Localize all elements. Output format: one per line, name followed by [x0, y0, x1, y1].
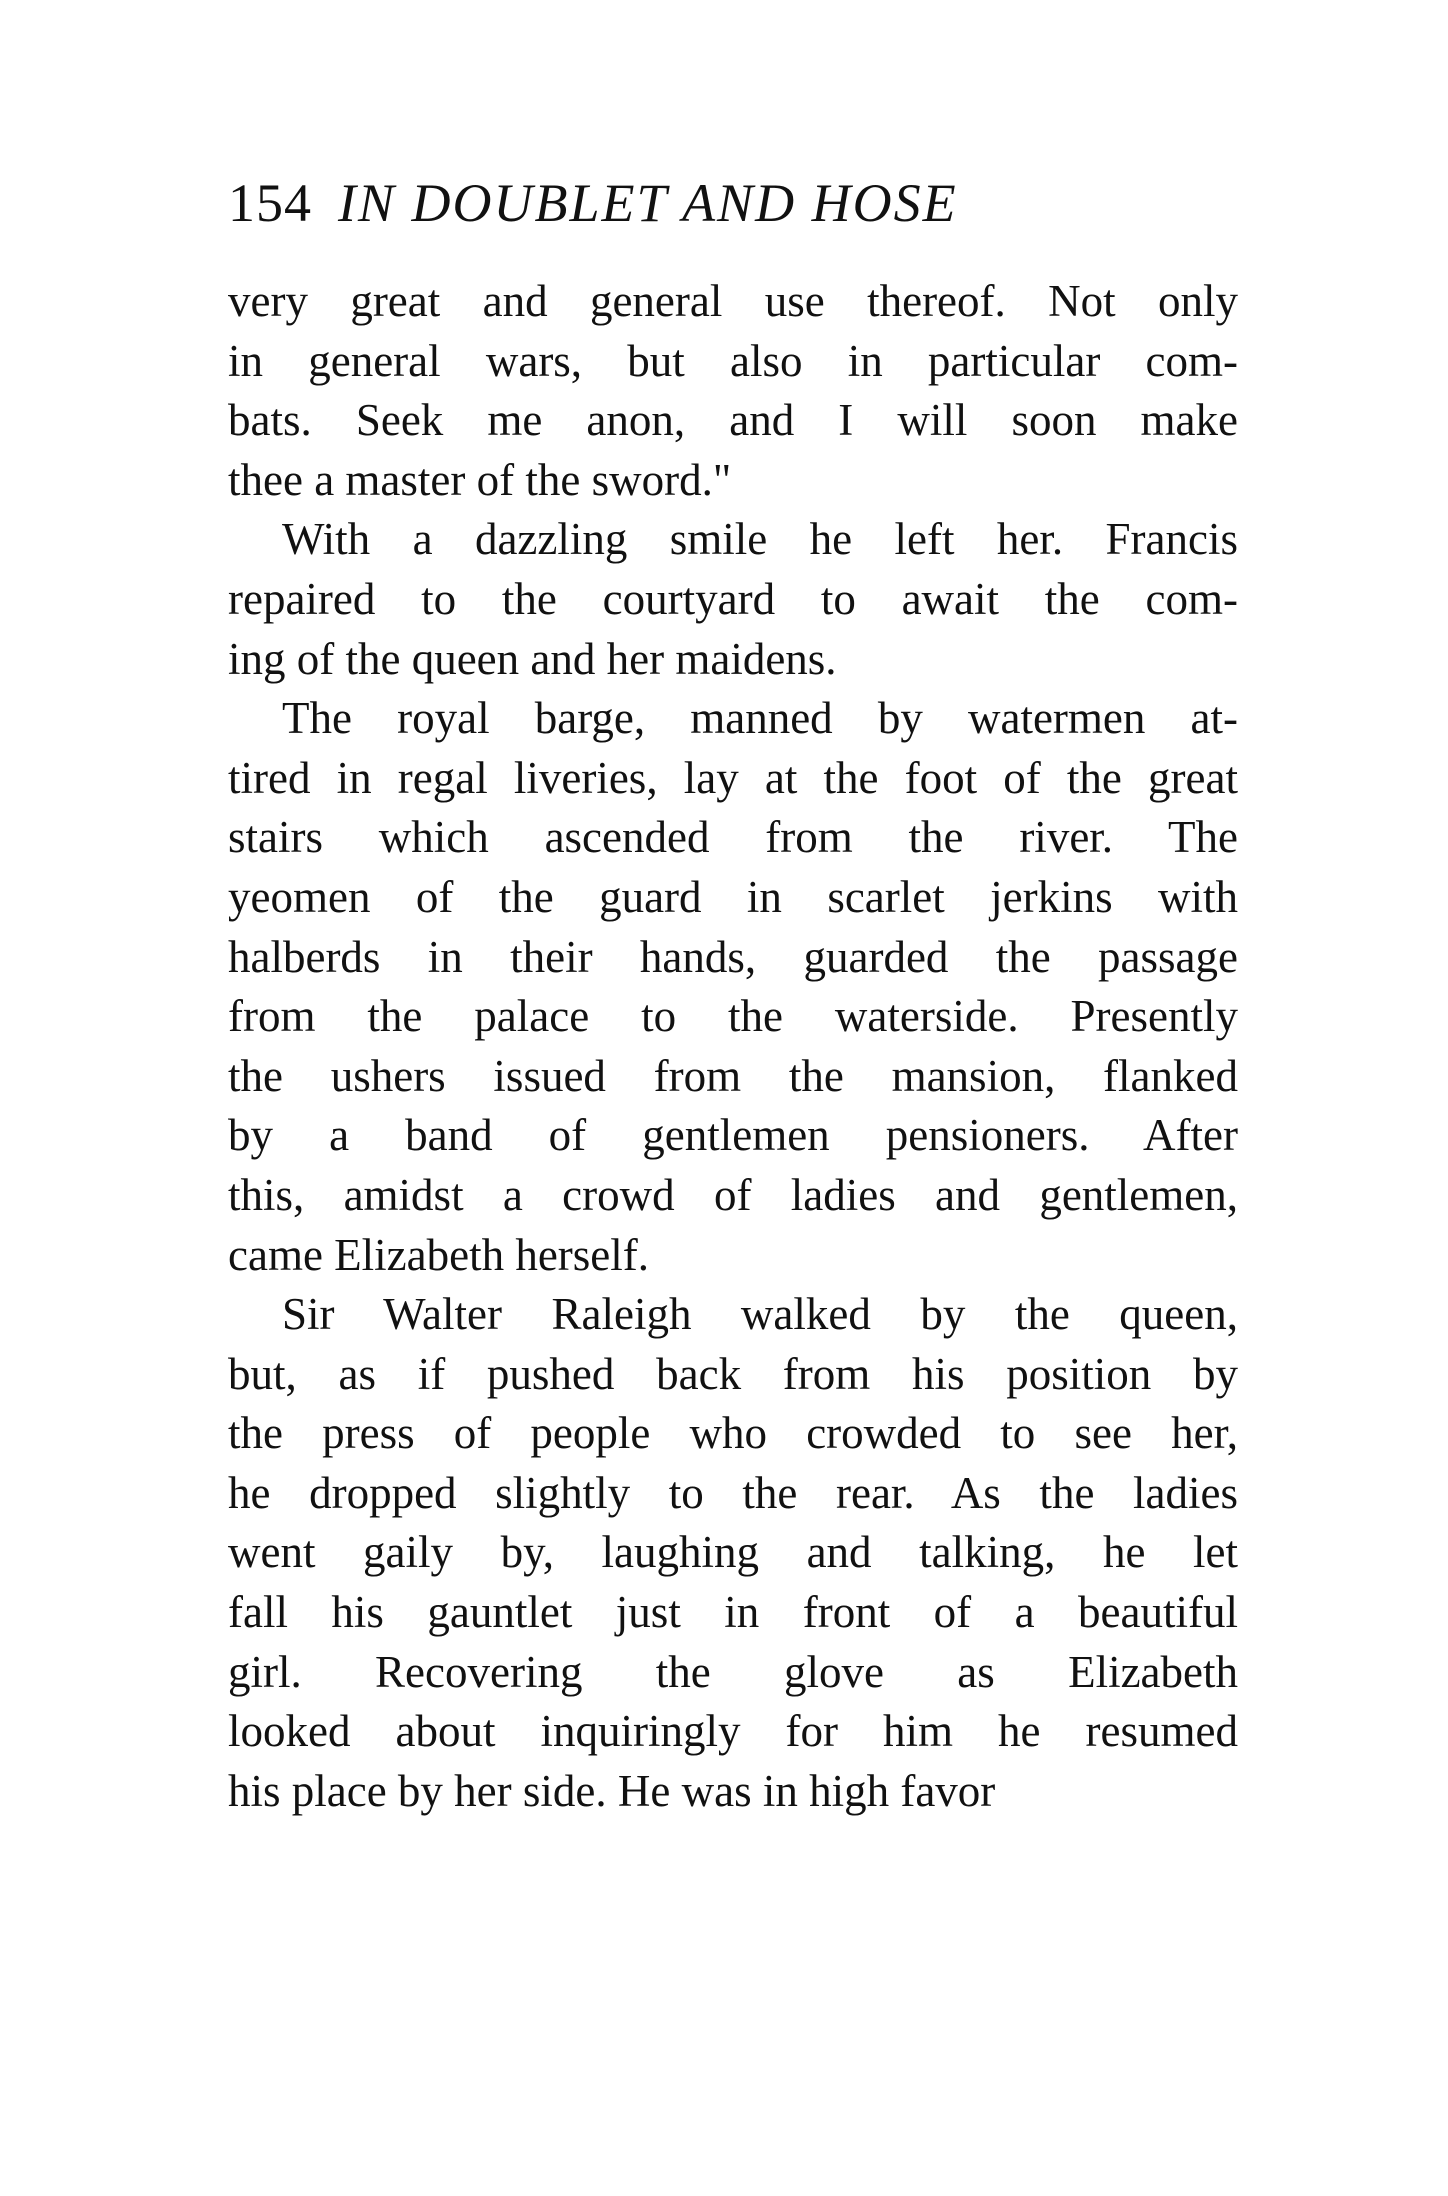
- paragraph: [228, 689, 1238, 1285]
- running-title: IN DOUBLET AND HOSE: [338, 173, 958, 233]
- text-line: his place by her side. He was in high favor: [228, 1765, 996, 1816]
- text-line: repaired to the courtyard to await the com-: [228, 573, 1238, 624]
- text-line: Sir Walter Raleigh walked by the queen,: [282, 1289, 1238, 1340]
- text-line: but, as if pushed back from his position by: [228, 1348, 1238, 1399]
- text-line: With a dazzling smile he left her. Francis: [282, 514, 1238, 565]
- text-line: looked about inquiringly for him he resumed: [228, 1706, 1238, 1757]
- text-line: stairs which ascended from the river. The: [228, 812, 1238, 863]
- text-line: came Elizabeth herself.: [228, 1229, 650, 1280]
- text-line: yeomen of the guard in scarlet jerkins with: [228, 871, 1238, 922]
- paragraph: [228, 510, 1238, 689]
- text-line: the press of people who crowded to see her,: [228, 1408, 1238, 1459]
- paragraph: [228, 1285, 1238, 1821]
- text-line: by a band of gentlemen pensioners. After: [228, 1110, 1238, 1161]
- text-line: he dropped slightly to the rear. As the ladies: [228, 1467, 1238, 1518]
- text-line: The royal barge, manned by watermen at-: [282, 693, 1238, 744]
- body-text: [228, 272, 1238, 1821]
- paragraph: [228, 272, 1238, 510]
- text-line: halberds in their hands, guarded the passage: [228, 931, 1238, 982]
- text-line: very great and general use thereof. Not only: [228, 276, 1238, 326]
- running-head: [228, 168, 1248, 238]
- text-line: girl. Recovering the glove as Elizabeth: [228, 1646, 1238, 1697]
- text-line: this, amidst a crowd of ladies and gentlemen,: [228, 1169, 1238, 1220]
- text-line: bats. Seek me anon, and I will soon make: [228, 395, 1238, 446]
- text-line: thee a master of the sword.": [228, 454, 732, 505]
- text-line: ing of the queen and her maidens.: [228, 633, 837, 684]
- page-number: 154: [228, 173, 312, 233]
- text-line: tired in regal liveries, lay at the foot of the great: [228, 752, 1238, 803]
- text-line: the ushers issued from the mansion, flanked: [228, 1050, 1238, 1101]
- text-line: from the palace to the waterside. Presently: [228, 991, 1238, 1042]
- text-line: in general wars, but also in particular com-: [228, 335, 1238, 386]
- text-line: fall his gauntlet just in front of a beautiful: [228, 1587, 1238, 1638]
- text-line: went gaily by, laughing and talking, he let: [228, 1527, 1238, 1578]
